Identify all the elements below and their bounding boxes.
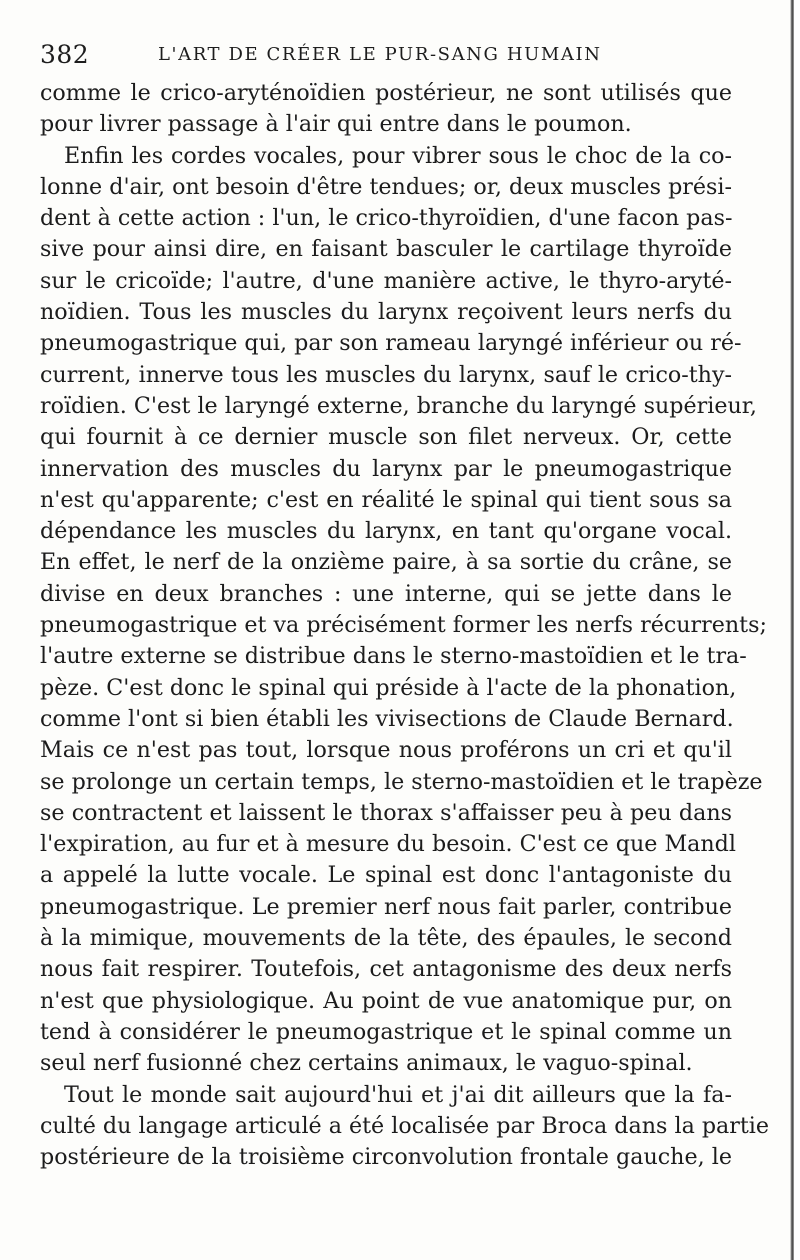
- text-line: Enfin les cordes vocales, pour vibrer sous le choc de la co-: [64, 142, 732, 169]
- text-line: sive pour ainsi dire, en faisant basculer le cartilage thyroïde: [40, 236, 732, 263]
- text-line: roïdien. C'est le laryngé externe, branche du laryngé supérieur,: [40, 392, 757, 419]
- running-title: L'ART DE CRÉER LE PUR-SANG HUMAIN: [158, 44, 602, 65]
- text-line: comme l'ont si bien établi les vivisections de Claude Bernard.: [40, 705, 734, 732]
- text-line: culté du langage articulé a été localisée par Broca dans la partie: [40, 1112, 770, 1139]
- text-line: pneumogastrique qui, par son rameau laryngé inférieur ou ré-: [40, 330, 742, 357]
- text-line: pèze. C'est donc le spinal qui préside à l'acte de la phonation,: [40, 674, 737, 701]
- text-line: postérieure de la troisième circonvolution frontale gauche, le: [40, 1144, 732, 1171]
- text-line: a appelé la lutte vocale. Le spinal est donc l'antagoniste du: [40, 862, 732, 889]
- text-line: qui fournit à ce dernier muscle son filet nerveux. Or, cette: [40, 424, 732, 451]
- text-line: innervation des muscles du larynx par le pneumogastrique: [40, 455, 732, 482]
- text-line: n'est que physiologique. Au point de vue anatomique pur, on: [40, 987, 732, 1014]
- text-line: l'expiration, au fur et à mesure du besoin. C'est ce que Mandl: [40, 831, 736, 858]
- text-line: Tout le monde sait aujourd'hui et j'ai dit ailleurs que la fa-: [64, 1081, 732, 1108]
- body-text: [40, 78, 770, 1173]
- text-line: noïdien. Tous les muscles du larynx reçoivent leurs nerfs du: [40, 299, 732, 326]
- text-line: se prolonge un certain temps, le sterno-mastoïdien et le trapèze: [40, 768, 763, 795]
- text-line: pour livrer passage à l'air qui entre dans le poumon.: [40, 111, 632, 138]
- text-line: sur le cricoïde; l'autre, d'une manière active, le thyro-aryté-: [40, 267, 732, 294]
- text-line: nous fait respirer. Toutefois, cet antagonisme des deux nerfs: [40, 956, 732, 983]
- text-line: divise en deux branches : une interne, qui se jette dans le: [40, 580, 732, 607]
- text-line: n'est qu'apparente; c'est en réalité le spinal qui tient sous sa: [40, 486, 732, 513]
- text-line: tend à considérer le pneumogastrique et le spinal comme un: [40, 1018, 732, 1045]
- text-line: comme le crico-aryténoïdien postérieur, ne sont utilisés que: [40, 80, 732, 106]
- text-line: dent à cette action : l'un, le crico-thyroïdien, d'une facon pas-: [40, 205, 733, 232]
- page-number: 382: [40, 40, 90, 69]
- text-line: lonne d'air, ont besoin d'être tendues; or, deux muscles prési-: [40, 173, 732, 200]
- text-line: pneumogastrique. Le premier nerf nous fait parler, contribue: [40, 893, 732, 920]
- page-header: [40, 34, 730, 70]
- text-line: dépendance les muscles du larynx, en tant qu'organe vocal.: [40, 518, 732, 545]
- text-line: à la mimique, mouvements de la tête, des épaules, le second: [40, 925, 732, 952]
- page-edge-shadow: [790, 0, 794, 1260]
- text-line: se contractent et laissent le thorax s'affaisser peu à peu dans: [40, 799, 732, 826]
- text-line: Mais ce n'est pas tout, lorsque nous proférons un cri et qu'il: [40, 737, 732, 764]
- text-line: l'autre externe se distribue dans le sterno-mastoïdien et le tra-: [40, 643, 747, 670]
- text-line: seul nerf fusionné chez certains animaux, le vaguo-spinal.: [40, 1050, 693, 1077]
- text-line: current, innerve tous les muscles du larynx, sauf le crico-thy-: [40, 361, 732, 388]
- text-line: En effet, le nerf de la onzième paire, à sa sortie du crâne, se: [40, 549, 732, 576]
- page-edge-margin: [794, 0, 800, 1260]
- text-line: pneumogastrique et va précisément former les nerfs récurrents;: [40, 612, 767, 639]
